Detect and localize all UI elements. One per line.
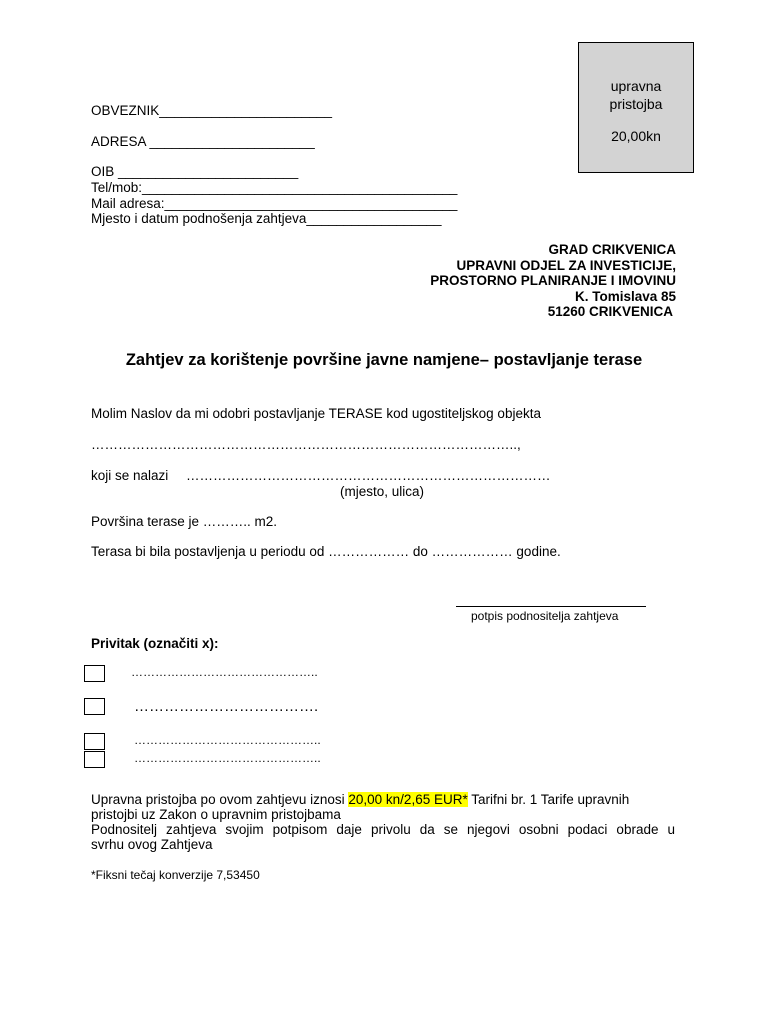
attachment-item-4[interactable]: ……………………………………….. bbox=[134, 751, 321, 765]
fee-line1 bbox=[91, 792, 675, 807]
recipient-line4: K. Tomislava 85 bbox=[574, 288, 676, 304]
request-line: Molim Naslov da mi odobri postavljanje TERASE kod ugostiteljskog objekta bbox=[91, 406, 541, 421]
attachment-item-3[interactable]: ……………………………………….. bbox=[134, 733, 321, 747]
stamp-label-line1: upravna bbox=[610, 78, 662, 94]
attachment-checkbox-2[interactable] bbox=[84, 698, 105, 715]
recipient-line3: PROSTORNO PLANIRANJE I IMOVINU bbox=[430, 273, 676, 288]
stamp-amount: 20,00kn bbox=[611, 128, 661, 144]
attachment-checkbox-1[interactable] bbox=[84, 665, 105, 682]
recipient-line5: 51260 CRIKVENICA bbox=[547, 304, 673, 319]
signature-line[interactable] bbox=[456, 606, 646, 607]
fee-amount-highlight: 20,00 kn/2,65 EUR* bbox=[348, 792, 468, 807]
object-name-field[interactable]: ………………………………………………………………………………….., bbox=[91, 437, 521, 452]
recipient-line2: UPRAVNI ODJEL ZA INVESTICIJE, bbox=[456, 257, 676, 273]
fee-line1-post: Tarifni br. 1 Tarife upravnih bbox=[467, 792, 630, 807]
fee-line2: pristojbi uz Zakon o upravnim pristojbama bbox=[91, 807, 341, 822]
period-line[interactable]: Terasa bi bila postavljenja u periodu od ……………… do ……………… godine. bbox=[91, 544, 561, 559]
attachment-item-1[interactable]: ……………………………………….. bbox=[131, 665, 318, 679]
fee-stamp-box bbox=[578, 42, 694, 173]
field-adresa[interactable]: ADRESA ______________________ bbox=[91, 134, 315, 149]
location-field[interactable]: ……………………………………………………………………… bbox=[186, 468, 551, 483]
field-obveznik[interactable]: OBVEZNIK_______________________ bbox=[91, 103, 332, 118]
attachments-heading: Privitak (označiti x): bbox=[91, 636, 219, 651]
field-oib[interactable]: OIB ________________________ bbox=[91, 164, 299, 179]
recipient-address bbox=[430, 242, 676, 320]
attachment-item-2[interactable]: ………………………………. bbox=[134, 698, 319, 715]
location-hint: (mjesto, ulica) bbox=[340, 484, 425, 499]
fee-line1-pre: Upravna pristojba po ovom zahtjevu iznosi bbox=[91, 792, 349, 807]
recipient-line1: GRAD CRIKVENICA bbox=[548, 242, 676, 257]
attachment-checkbox-4[interactable] bbox=[84, 751, 105, 768]
stamp-label-line2: pristojba bbox=[609, 96, 663, 112]
conversion-footnote: *Fiksni tečaj konverzije 7,53450 bbox=[91, 868, 260, 882]
signature-caption: potpis podnositelja zahtjeva bbox=[471, 609, 619, 623]
area-line[interactable]: Površina terase je ……….. m2. bbox=[91, 514, 278, 529]
field-mail[interactable]: Mail adresa:_______________________________________ bbox=[91, 196, 458, 211]
form-title: Zahtjev za korištenje površine javne namjene– postavljanje terase bbox=[125, 351, 643, 369]
consent-line2: svrhu ovog Zahtjeva bbox=[91, 837, 213, 852]
field-telmob[interactable]: Tel/mob:__________________________________________ bbox=[91, 180, 458, 195]
location-label: koji se nalazi bbox=[91, 468, 169, 483]
field-mjesto-datum[interactable]: Mjesto i datum podnošenja zahtjeva__________________ bbox=[91, 211, 442, 226]
attachment-checkbox-3[interactable] bbox=[84, 733, 105, 750]
fee-consent-block bbox=[91, 792, 675, 852]
consent-line1: Podnositelj zahtjeva svojim potpisom daje privolu da se njegovi osobni podaci obrade u bbox=[91, 822, 675, 837]
